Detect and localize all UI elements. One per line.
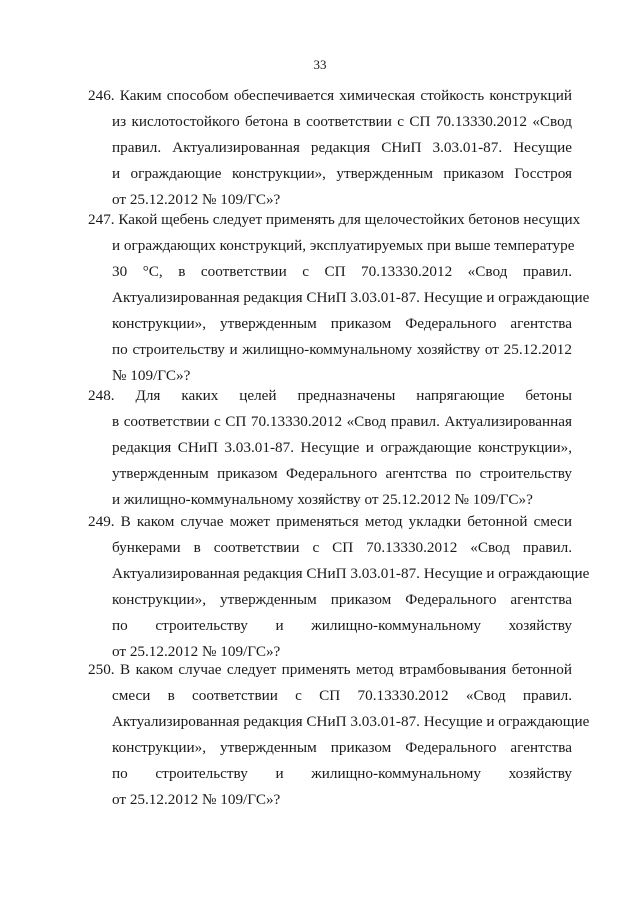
question-line: и ограждающие конструкции», утвержденным приказом Госстроя bbox=[112, 165, 572, 182]
question-line: из кислотостойкого бетона в соответствии с СП 70.13330.2012 «Свод bbox=[112, 113, 572, 130]
question-line: 250. В каком случае следует применять метод втрамбовывания бетонной bbox=[88, 661, 572, 678]
question-line: 246. Каким способом обеспечивается химическая стойкость конструкций bbox=[88, 87, 572, 104]
question-line: по строительству и жилищно-коммунальному хозяйству bbox=[112, 765, 572, 782]
question-line: № 109/ГС»? bbox=[112, 367, 191, 384]
question-line: 249. В каком случае может применяться метод укладки бетонной смеси bbox=[88, 513, 572, 530]
question-line: в соответствии с СП 70.13330.2012 «Свод правил. Актуализированная bbox=[112, 413, 572, 430]
question-line: и ограждающих конструкций, эксплуатируемых при выше температуре bbox=[112, 237, 575, 254]
question-line: от 25.12.2012 № 109/ГС»? bbox=[112, 643, 281, 660]
question-line: 247. Какой щебень следует применять для щелочестойких бетонов несущих bbox=[88, 211, 581, 228]
page-number: 33 bbox=[313, 57, 327, 72]
question-line: редакция СНиП 3.03.01-87. Несущие и ограждающие конструкции», bbox=[112, 439, 572, 456]
question-line: от 25.12.2012 № 109/ГС»? bbox=[112, 791, 281, 808]
question-line: Актуализированная редакция СНиП 3.03.01-87. Несущие и ограждающие bbox=[112, 289, 590, 306]
question-line: утвержденным приказом Федерального агентства по строительству bbox=[112, 465, 572, 482]
question-line: 248. Для каких целей предназначены напрягающие бетоны bbox=[88, 387, 572, 404]
question-line: правил. Актуализированная редакция СНиП 3.03.01-87. Несущие bbox=[112, 139, 572, 156]
question-line: по строительству и жилищно-коммунальному хозяйству bbox=[112, 617, 572, 634]
question-line: и жилищно-коммунальному хозяйству от 25.12.2012 № 109/ГС»? bbox=[112, 491, 533, 508]
question-line: конструкции», утвержденным приказом Федерального агентства bbox=[112, 591, 572, 608]
question-line: по строительству и жилищно-коммунальному хозяйству от 25.12.2012 bbox=[112, 341, 572, 358]
question-line: конструкции», утвержденным приказом Федерального агентства bbox=[112, 315, 572, 332]
question-line: конструкции», утвержденным приказом Федерального агентства bbox=[112, 739, 572, 756]
question-line: 30 °С, в соответствии с СП 70.13330.2012 «Свод правил. bbox=[112, 263, 572, 280]
question-line: бункерами в соответствии с СП 70.13330.2012 «Свод правил. bbox=[112, 539, 572, 556]
question-line: Актуализированная редакция СНиП 3.03.01-87. Несущие и ограждающие bbox=[112, 565, 590, 582]
question-line: Актуализированная редакция СНиП 3.03.01-87. Несущие и ограждающие bbox=[112, 713, 590, 730]
question-line: от 25.12.2012 № 109/ГС»? bbox=[112, 191, 281, 208]
question-line: смеси в соответствии с СП 70.13330.2012 «Свод правил. bbox=[112, 687, 572, 704]
